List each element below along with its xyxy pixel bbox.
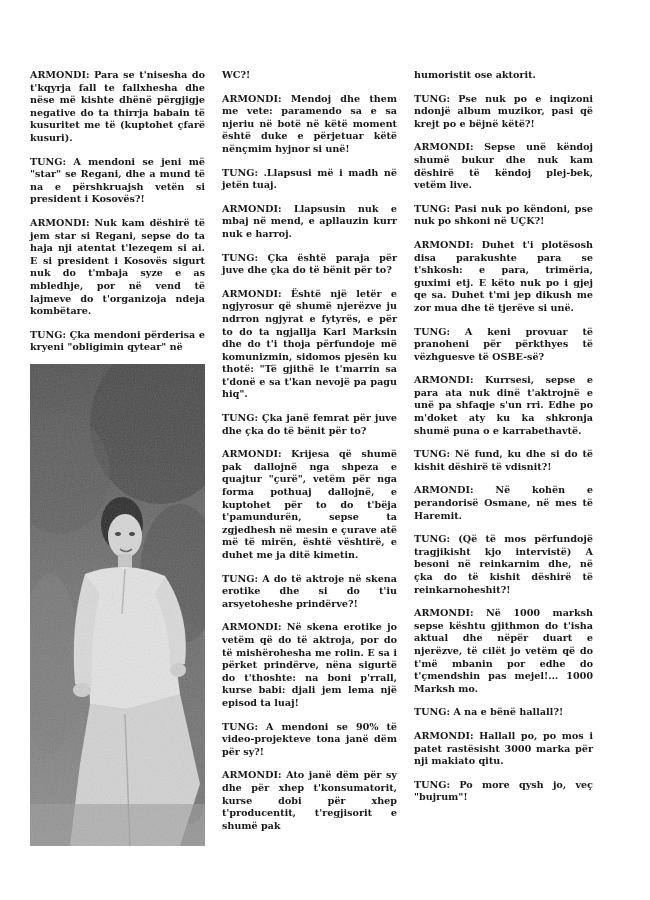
paragraph: TUNG: A do të aktroje në skena erotike dhe si do t'iu arsyetoheshe prindërve?! — [222, 573, 397, 610]
text-column-left — [30, 70, 205, 366]
paragraph: ARMONDI: Krijesa që shumë pak dallojnë nga shpeza e quajtur "çurë", vetëm për nga forma pothuaj dallojnë, e kuptohet për to do t'bëja t'pamundurën, sepse ta zgjedhesh në mesin e çurave atë më të mirën, është vështirë, e duhet me ja ditë kimetin. — [222, 449, 397, 561]
paragraph: TUNG: A na e bënë hallall?! — [414, 707, 564, 719]
paragraph: TUNG: A mendoni se 90% të video-projekteve tona janë dëm për sy?! — [222, 721, 397, 758]
paragraph: ARMONDI: Llapsusin nuk e mbaj në mend, e apllauzin kurr nuk e harroj. — [222, 203, 397, 240]
text-column-middle — [222, 70, 397, 844]
paragraph: WC?! — [222, 70, 251, 81]
paragraph: ARMONDI: Ato janë dëm për sy dhe për xhep t'konsumatorit, kurse dobi për xhep t'producentit, t'regjisorit e shumë pak — [222, 770, 397, 832]
paragraph: ARMONDI: Është një letër e ngjyrosur që shumë njerëzve ju ndrron ngjyrat e fytyrës, e për to do ta ngjallja Karl Marksin dhe do t'i thoja përfundoje më komunizmin, sidomos pjesën ku thotë: "Të gjithë le t'marrin sa t'donë e sa t'kan nevojë pa pagu hiq". — [222, 288, 397, 401]
paragraph: ARMONDI: Kurrsesi, sepse e para ata nuk dinë t'aktrojnë e unë pa shfaqje s'un rri. Edhe po m'doket aty ku ka shkronja shumë puna o e karrabethavtë. — [414, 375, 593, 437]
paragraph: TUNG: Në fund, ku dhe si do të kishit dëshirë të vdisnit?! — [414, 449, 593, 473]
paragraph: TUNG: Po more qysh jo, veç "bujrum"! — [414, 779, 593, 804]
paragraph: ARMONDI: Në 1000 marksh sepse kështu gjithmon do t'isha aktual dhe nëpër duart e njerëzve, të cilët jo vetëm që do t'më mbanin por edhe do t'çmendshin pas mejel!... 1000 Marksh mo. — [414, 608, 593, 695]
paragraph: TUNG: Çka janë femrat për juve dhe çka do të bënit për to? — [222, 413, 397, 437]
paragraph: ARMONDI: Duhet t'i plotësosh disa parakushte para se t'shkosh: e para, trimëria, guximi etj. E këto nuk po i gjej qe sa. Duhet t'mi jep dikush me zor mua dhe të tjerëve si unë. — [414, 239, 593, 314]
paragraph: ARMONDI: Nuk kam dëshirë të jem star si Regani, sepse do ta haja nji atentat t'lezeqem si ai. E si president i Kosovës sigurt nuk do t'mbaja syze e as mbledhje, por në vend të lajmeve do t'organizoja ndeja kombëtare. — [30, 217, 205, 318]
paragraph: TUNG: .Llapsusi më i madh në jetën tuaj. — [222, 167, 397, 192]
paragraph: TUNG: Pasi nuk po këndoni, pse nuk po shkoni në UÇK?! — [414, 203, 593, 228]
text-column-right — [414, 70, 593, 816]
paragraph: TUNG: Çka mendoni përderisa e kryeni "obligimin qytear" në — [30, 329, 205, 354]
paragraph: TUNG: (Që të mos përfundojë tragjikisht kjo intervistë) A besoni në reinkarnim dhe, në çka do të kishit dëshirë të reinkarnoheshit?! — [414, 534, 593, 596]
portrait-photo — [30, 364, 205, 846]
paragraph: TUNG: A mendoni se jeni më "star" se Regani, dhe a mund të na e përshkruajsh vetën si president i Kosovës?! — [30, 156, 205, 206]
paragraph: humoristit ose aktorit. — [414, 70, 536, 81]
paragraph: TUNG: A keni provuar të pranoheni për përkthyes të vëzhguesve të OSBE-së? — [414, 326, 593, 363]
paragraph: ARMONDI: Në kohën e perandorisë Osmane, në mes të Haremit. — [414, 485, 593, 522]
paragraph: ARMONDI: Para se t'nisesha do t'kqyrja fall te fallxhesha dhe nëse më kishte dhënë përgjigje negative do ta thirrja babain të kusuritet me të (kuptohet çfarë kusuri). — [30, 70, 205, 144]
paragraph: TUNG: Çka është paraja për juve dhe çka do të bënit për to? — [222, 252, 397, 277]
paragraph: ARMONDI: Në skena erotike jo vetëm që do të aktroja, por do të mishërohesha me rolin. E sa i përket prindërve, nëna sigurtë do t'thoshte: na boni p'rrall, kurse babi: djali jem lema një episod ta luaj! — [222, 622, 397, 709]
paragraph: TUNG: Pse nuk po e inqizoni ndonjë album muzikor, pasi që krejt po e bëjnë këtë?! — [414, 93, 593, 130]
paragraph: ARMONDI: Mendoj dhe them me vete: paramendo sa e sa njeriu në botë në këtë moment është duke e përjetuar këtë nënçmim hyjnor si unë! — [222, 93, 397, 155]
portrait-photo-graphic — [30, 364, 205, 846]
paragraph: ARMONDI: Hallall po, po mos i patet rastësisht 3000 marka për nji makiato qitu. — [414, 730, 593, 768]
paragraph: ARMONDI: Sepse unë këndoj shumë bukur dhe nuk kam dëshirë të këndoj plej-bek, vetëm live. — [414, 142, 593, 192]
